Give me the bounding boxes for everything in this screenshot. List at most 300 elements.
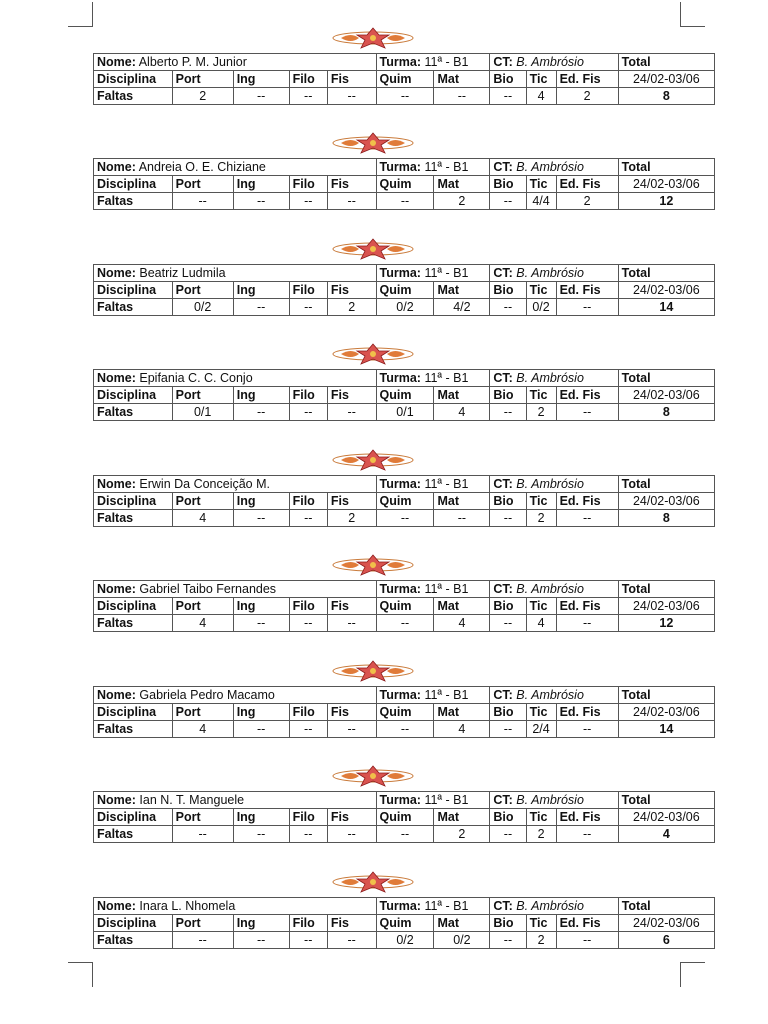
- student-name: Beatriz Ludmila: [139, 266, 226, 280]
- subject-header: Filo: [289, 809, 327, 826]
- faltas-value: --: [289, 510, 327, 527]
- ct-value: B. Ambrósio: [516, 582, 584, 596]
- faltas-value: 0/2: [172, 299, 233, 316]
- disciplina-label: Disciplina: [94, 915, 173, 932]
- subject-header: Quim: [376, 71, 434, 88]
- table-row-subjects: [94, 704, 715, 721]
- table-row-subjects: [94, 493, 715, 510]
- subject-header: Ed. Fis: [556, 387, 618, 404]
- student-name: Andreia O. E. Chiziane: [138, 160, 266, 174]
- ct-cell: [490, 370, 618, 387]
- subject-header: Port: [172, 282, 233, 299]
- turma-label: Turma:: [379, 688, 421, 702]
- faltas-value: 4: [172, 510, 233, 527]
- ct-label: CT:: [493, 160, 513, 174]
- subject-header: Port: [172, 704, 233, 721]
- period-value: 24/02-03/06: [618, 176, 714, 193]
- subject-header: Quim: [376, 598, 434, 615]
- faltas-value: --: [289, 826, 327, 843]
- faltas-label: Faltas: [94, 299, 173, 316]
- turma-label: Turma:: [379, 793, 421, 807]
- faltas-value: --: [376, 88, 434, 105]
- subject-header: Port: [172, 598, 233, 615]
- crop-mark-bottom-right: [680, 962, 705, 987]
- disciplina-label: Disciplina: [94, 71, 173, 88]
- faltas-value: 4/4: [526, 193, 556, 210]
- turma-label: Turma:: [379, 371, 421, 385]
- subject-header: Quim: [376, 704, 434, 721]
- total-value: 14: [618, 721, 714, 738]
- ct-value: B. Ambrósio: [516, 371, 584, 385]
- faltas-value: --: [233, 88, 289, 105]
- faltas-value: 2: [526, 826, 556, 843]
- total-label: Total: [618, 898, 714, 915]
- subject-header: Fis: [327, 809, 376, 826]
- faltas-value: --: [327, 721, 376, 738]
- student-name: Epifania C. C. Conjo: [139, 371, 253, 385]
- subject-header: Mat: [434, 71, 490, 88]
- turma-value: 11ª - B1: [424, 55, 469, 69]
- faltas-value: --: [376, 615, 434, 632]
- faltas-value: --: [327, 88, 376, 105]
- subject-header: Filo: [289, 915, 327, 932]
- faltas-value: --: [434, 510, 490, 527]
- ct-label: CT:: [493, 899, 513, 913]
- faltas-value: 4: [172, 615, 233, 632]
- faltas-value: --: [233, 826, 289, 843]
- faltas-value: --: [490, 193, 526, 210]
- faltas-label: Faltas: [94, 932, 173, 949]
- subject-header: Bio: [490, 493, 526, 510]
- faltas-label: Faltas: [94, 193, 173, 210]
- faltas-value: 4: [434, 404, 490, 421]
- ct-value: B. Ambrósio: [516, 477, 584, 491]
- ct-value: B. Ambrósio: [516, 160, 584, 174]
- total-label: Total: [618, 687, 714, 704]
- faltas-value: 2: [526, 510, 556, 527]
- subject-header: Bio: [490, 282, 526, 299]
- ct-value: B. Ambrósio: [516, 55, 584, 69]
- subject-header: Ing: [233, 493, 289, 510]
- faltas-value: --: [289, 88, 327, 105]
- faltas-value: 2: [526, 932, 556, 949]
- faltas-value: 2/4: [526, 721, 556, 738]
- faltas-value: --: [327, 404, 376, 421]
- ct-value: B. Ambrósio: [516, 266, 584, 280]
- crop-mark-top-right: [680, 2, 705, 27]
- subject-header: Filo: [289, 704, 327, 721]
- faltas-value: --: [556, 721, 618, 738]
- turma-cell: [376, 581, 490, 598]
- faltas-value: --: [172, 932, 233, 949]
- subject-header: Ing: [233, 387, 289, 404]
- faltas-value: 0/1: [172, 404, 233, 421]
- subject-header: Fis: [327, 493, 376, 510]
- attendance-table: [93, 791, 715, 843]
- ct-cell: [490, 265, 618, 282]
- subject-header: Quim: [376, 176, 434, 193]
- faltas-value: --: [233, 615, 289, 632]
- faltas-value: 0/1: [376, 404, 434, 421]
- faltas-label: Faltas: [94, 721, 173, 738]
- student-name: Gabriela Pedro Macamo: [139, 688, 275, 702]
- subject-header: Fis: [327, 282, 376, 299]
- table-row-faltas: [94, 721, 715, 738]
- subject-header: Bio: [490, 704, 526, 721]
- subject-header: Mat: [434, 598, 490, 615]
- subject-header: Tic: [526, 387, 556, 404]
- subject-header: Bio: [490, 71, 526, 88]
- faltas-value: 0/2: [434, 932, 490, 949]
- faltas-value: --: [376, 193, 434, 210]
- table-row-header: [94, 687, 715, 704]
- faltas-value: --: [556, 826, 618, 843]
- turma-cell: [376, 792, 490, 809]
- faltas-value: 4: [434, 721, 490, 738]
- ct-cell: [490, 687, 618, 704]
- school-emblem-icon: [331, 660, 415, 682]
- faltas-value: --: [233, 932, 289, 949]
- period-value: 24/02-03/06: [618, 598, 714, 615]
- faltas-value: --: [327, 826, 376, 843]
- table-row-subjects: [94, 598, 715, 615]
- disciplina-label: Disciplina: [94, 493, 173, 510]
- subject-header: Ed. Fis: [556, 282, 618, 299]
- subject-header: Bio: [490, 598, 526, 615]
- total-value: 8: [618, 404, 714, 421]
- ct-cell: [490, 581, 618, 598]
- faltas-value: 4: [172, 721, 233, 738]
- faltas-value: --: [289, 404, 327, 421]
- subject-header: Tic: [526, 71, 556, 88]
- faltas-value: 4/2: [434, 299, 490, 316]
- total-label: Total: [618, 370, 714, 387]
- subject-header: Tic: [526, 176, 556, 193]
- turma-cell: [376, 476, 490, 493]
- subject-header: Fis: [327, 387, 376, 404]
- period-value: 24/02-03/06: [618, 809, 714, 826]
- subject-header: Mat: [434, 704, 490, 721]
- subject-header: Quim: [376, 915, 434, 932]
- subject-header: Mat: [434, 282, 490, 299]
- nome-label: Nome:: [97, 266, 136, 280]
- table-row-header: [94, 476, 715, 493]
- subject-header: Ed. Fis: [556, 704, 618, 721]
- faltas-value: 2: [556, 88, 618, 105]
- subject-header: Quim: [376, 493, 434, 510]
- disciplina-label: Disciplina: [94, 598, 173, 615]
- total-value: 12: [618, 193, 714, 210]
- subject-header: Filo: [289, 493, 327, 510]
- subject-header: Port: [172, 915, 233, 932]
- total-label: Total: [618, 792, 714, 809]
- attendance-table: [93, 897, 715, 949]
- table-row-subjects: [94, 915, 715, 932]
- subject-header: Tic: [526, 282, 556, 299]
- subject-header: Bio: [490, 176, 526, 193]
- ct-label: CT:: [493, 55, 513, 69]
- subject-header: Port: [172, 387, 233, 404]
- faltas-value: 4: [526, 88, 556, 105]
- subject-header: Filo: [289, 282, 327, 299]
- faltas-value: --: [289, 721, 327, 738]
- student-name-cell: [94, 265, 377, 282]
- total-value: 8: [618, 88, 714, 105]
- ct-cell: [490, 898, 618, 915]
- disciplina-label: Disciplina: [94, 809, 173, 826]
- subject-header: Fis: [327, 176, 376, 193]
- turma-cell: [376, 898, 490, 915]
- school-emblem-icon: [331, 554, 415, 576]
- table-row-subjects: [94, 282, 715, 299]
- faltas-value: --: [490, 88, 526, 105]
- faltas-value: --: [490, 299, 526, 316]
- subject-header: Fis: [327, 915, 376, 932]
- crop-mark-bottom-left: [68, 962, 93, 987]
- subject-header: Filo: [289, 176, 327, 193]
- attendance-table: [93, 580, 715, 632]
- subject-header: Quim: [376, 387, 434, 404]
- student-name-cell: [94, 159, 377, 176]
- period-value: 24/02-03/06: [618, 282, 714, 299]
- faltas-value: --: [172, 826, 233, 843]
- ct-label: CT:: [493, 477, 513, 491]
- turma-value: 11ª - B1: [424, 266, 469, 280]
- subject-header: Mat: [434, 915, 490, 932]
- faltas-value: --: [289, 615, 327, 632]
- total-value: 8: [618, 510, 714, 527]
- table-row-header: [94, 159, 715, 176]
- faltas-value: 2: [434, 193, 490, 210]
- faltas-value: --: [327, 932, 376, 949]
- subject-header: Ing: [233, 704, 289, 721]
- school-emblem-icon: [331, 343, 415, 365]
- subject-header: Fis: [327, 598, 376, 615]
- faltas-value: --: [556, 615, 618, 632]
- school-emblem-icon: [331, 765, 415, 787]
- subject-header: Ed. Fis: [556, 493, 618, 510]
- table-row-header: [94, 898, 715, 915]
- nome-label: Nome:: [97, 477, 136, 491]
- faltas-value: 2: [172, 88, 233, 105]
- disciplina-label: Disciplina: [94, 704, 173, 721]
- turma-cell: [376, 54, 490, 71]
- turma-value: 11ª - B1: [424, 793, 469, 807]
- school-emblem-icon: [331, 238, 415, 260]
- faltas-label: Faltas: [94, 826, 173, 843]
- turma-value: 11ª - B1: [424, 582, 469, 596]
- table-row-faltas: [94, 404, 715, 421]
- subject-header: Ed. Fis: [556, 71, 618, 88]
- disciplina-label: Disciplina: [94, 282, 173, 299]
- turma-value: 11ª - B1: [424, 160, 469, 174]
- student-name: Alberto P. M. Junior: [138, 55, 247, 69]
- subject-header: Filo: [289, 71, 327, 88]
- faltas-value: --: [233, 404, 289, 421]
- student-name-cell: [94, 476, 377, 493]
- subject-header: Port: [172, 176, 233, 193]
- table-row-faltas: [94, 615, 715, 632]
- ct-value: B. Ambrósio: [516, 793, 584, 807]
- subject-header: Quim: [376, 282, 434, 299]
- subject-header: Tic: [526, 598, 556, 615]
- faltas-value: 0/2: [376, 299, 434, 316]
- faltas-value: --: [556, 510, 618, 527]
- subject-header: Ed. Fis: [556, 598, 618, 615]
- subject-header: Filo: [289, 387, 327, 404]
- total-label: Total: [618, 476, 714, 493]
- turma-value: 11ª - B1: [424, 371, 469, 385]
- table-row-subjects: [94, 71, 715, 88]
- faltas-value: --: [556, 932, 618, 949]
- subject-header: Filo: [289, 598, 327, 615]
- table-row-subjects: [94, 176, 715, 193]
- attendance-table: [93, 686, 715, 738]
- faltas-value: 4: [434, 615, 490, 632]
- attendance-table: [93, 53, 715, 105]
- ct-label: CT:: [493, 266, 513, 280]
- period-value: 24/02-03/06: [618, 493, 714, 510]
- subject-header: Tic: [526, 493, 556, 510]
- subject-header: Mat: [434, 493, 490, 510]
- turma-value: 11ª - B1: [424, 899, 469, 913]
- faltas-value: --: [376, 721, 434, 738]
- subject-header: Fis: [327, 704, 376, 721]
- table-row-header: [94, 370, 715, 387]
- period-value: 24/02-03/06: [618, 704, 714, 721]
- faltas-value: --: [233, 721, 289, 738]
- subject-header: Bio: [490, 809, 526, 826]
- student-name: Inara L. Nhomela: [139, 899, 236, 913]
- faltas-value: --: [327, 193, 376, 210]
- table-row-subjects: [94, 809, 715, 826]
- student-name-cell: [94, 370, 377, 387]
- turma-cell: [376, 687, 490, 704]
- total-label: Total: [618, 159, 714, 176]
- turma-label: Turma:: [379, 899, 421, 913]
- faltas-value: --: [376, 826, 434, 843]
- ct-value: B. Ambrósio: [516, 899, 584, 913]
- subject-header: Ing: [233, 598, 289, 615]
- subject-header: Quim: [376, 809, 434, 826]
- disciplina-label: Disciplina: [94, 387, 173, 404]
- nome-label: Nome:: [97, 582, 136, 596]
- faltas-value: 2: [327, 299, 376, 316]
- faltas-value: 2: [556, 193, 618, 210]
- ct-value: B. Ambrósio: [516, 688, 584, 702]
- subject-header: Ed. Fis: [556, 176, 618, 193]
- subject-header: Fis: [327, 71, 376, 88]
- student-name-cell: [94, 54, 377, 71]
- student-name: Erwin Da Conceição M.: [139, 477, 270, 491]
- table-row-faltas: [94, 88, 715, 105]
- period-value: 24/02-03/06: [618, 915, 714, 932]
- subject-header: Mat: [434, 387, 490, 404]
- table-row-faltas: [94, 193, 715, 210]
- faltas-value: --: [233, 299, 289, 316]
- attendance-table: [93, 158, 715, 210]
- faltas-value: --: [233, 510, 289, 527]
- nome-label: Nome:: [97, 793, 136, 807]
- faltas-value: --: [490, 615, 526, 632]
- subject-header: Port: [172, 493, 233, 510]
- total-label: Total: [618, 581, 714, 598]
- faltas-value: 0/2: [526, 299, 556, 316]
- faltas-value: --: [556, 299, 618, 316]
- table-row-faltas: [94, 932, 715, 949]
- faltas-value: --: [556, 404, 618, 421]
- table-row-header: [94, 265, 715, 282]
- period-value: 24/02-03/06: [618, 387, 714, 404]
- student-name-cell: [94, 792, 377, 809]
- table-row-faltas: [94, 510, 715, 527]
- subject-header: Tic: [526, 915, 556, 932]
- attendance-table: [93, 475, 715, 527]
- turma-value: 11ª - B1: [424, 688, 469, 702]
- faltas-value: --: [490, 826, 526, 843]
- table-row-subjects: [94, 387, 715, 404]
- attendance-table: [93, 264, 715, 316]
- faltas-value: --: [434, 88, 490, 105]
- student-name-cell: [94, 581, 377, 598]
- faltas-value: 2: [327, 510, 376, 527]
- faltas-value: --: [327, 615, 376, 632]
- faltas-label: Faltas: [94, 88, 173, 105]
- school-emblem-icon: [331, 871, 415, 893]
- crop-mark-top-left: [68, 2, 93, 27]
- faltas-value: 2: [434, 826, 490, 843]
- subject-header: Ed. Fis: [556, 809, 618, 826]
- total-value: 14: [618, 299, 714, 316]
- table-row-header: [94, 792, 715, 809]
- subject-header: Bio: [490, 387, 526, 404]
- faltas-value: --: [289, 299, 327, 316]
- ct-label: CT:: [493, 688, 513, 702]
- subject-header: Port: [172, 71, 233, 88]
- subject-header: Tic: [526, 809, 556, 826]
- faltas-value: --: [289, 932, 327, 949]
- subject-header: Mat: [434, 809, 490, 826]
- turma-label: Turma:: [379, 582, 421, 596]
- ct-label: CT:: [493, 793, 513, 807]
- period-value: 24/02-03/06: [618, 71, 714, 88]
- ct-label: CT:: [493, 582, 513, 596]
- turma-value: 11ª - B1: [424, 477, 469, 491]
- table-row-faltas: [94, 299, 715, 316]
- turma-label: Turma:: [379, 160, 421, 174]
- faltas-value: --: [376, 510, 434, 527]
- subject-header: Ing: [233, 915, 289, 932]
- nome-label: Nome:: [97, 160, 136, 174]
- faltas-value: 2: [526, 404, 556, 421]
- school-emblem-icon: [331, 449, 415, 471]
- faltas-value: --: [289, 193, 327, 210]
- table-row-header: [94, 581, 715, 598]
- attendance-table: [93, 369, 715, 421]
- faltas-value: --: [233, 193, 289, 210]
- ct-cell: [490, 476, 618, 493]
- disciplina-label: Disciplina: [94, 176, 173, 193]
- ct-cell: [490, 792, 618, 809]
- total-value: 6: [618, 932, 714, 949]
- subject-header: Bio: [490, 915, 526, 932]
- school-emblem-icon: [331, 27, 415, 49]
- subject-header: Ing: [233, 71, 289, 88]
- subject-header: Mat: [434, 176, 490, 193]
- ct-cell: [490, 54, 618, 71]
- subject-header: Ing: [233, 282, 289, 299]
- nome-label: Nome:: [97, 55, 136, 69]
